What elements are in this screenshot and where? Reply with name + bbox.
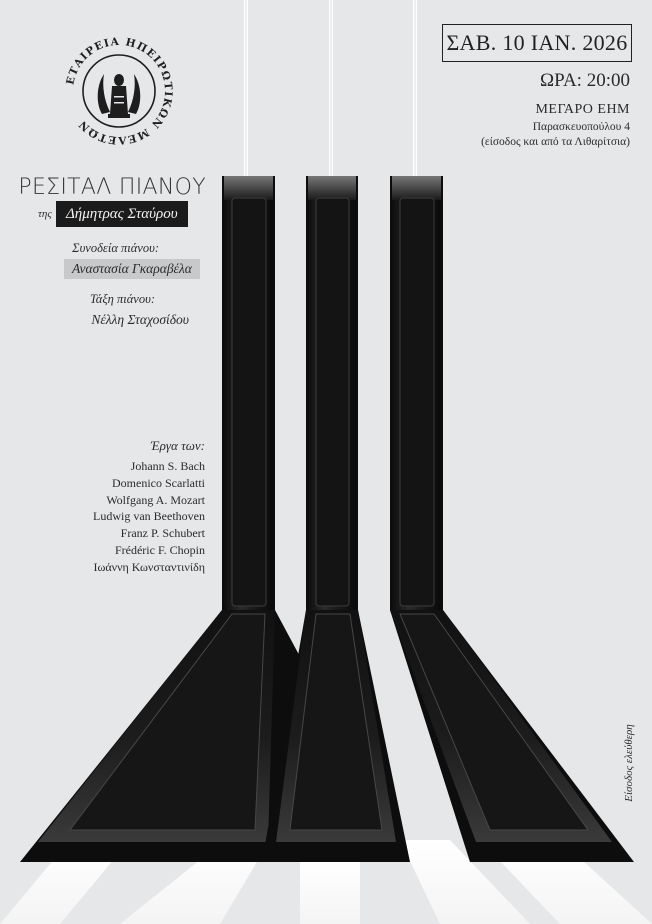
- class-teacher-name: Νέλλη Σταχοσίδου: [91, 312, 189, 327]
- of-word: της: [38, 208, 52, 220]
- performer-name: Δήμητρας Σταύρου: [66, 205, 178, 222]
- composer-item: Franz P. Schubert: [120, 526, 205, 541]
- event-title: ΡΕΣΙΤΑΛ ΠΙΑΝΟΥ: [18, 175, 206, 200]
- composer-item: Domenico Scarlatti: [112, 475, 205, 490]
- venue-name: ΜΕΓΑΡΟ ΕΗΜ: [535, 102, 630, 117]
- composer-item: Johann S. Bach: [130, 459, 205, 473]
- performer-badge: [56, 201, 188, 227]
- class-label: Τάξη πιάνου:: [89, 292, 155, 306]
- black-key-middle: [262, 176, 410, 862]
- accompanist-badge: [64, 259, 200, 279]
- composer-item: Ludwig van Beethoven: [93, 509, 205, 524]
- seal-ring-text: ΕΤΑΙΡΕΙΑ ΗΠΕΙΡΩΤΙΚΩΝ ΜΕΛΕΤΩΝ: [64, 35, 175, 147]
- program-label: Έργα των:: [150, 438, 205, 453]
- event-time: ΩΡΑ: 20:00: [540, 70, 630, 91]
- composer-item: Frédéric F. Chopin: [114, 542, 205, 557]
- event-date: ΣΑΒ. 10 ΙΑΝ. 2026: [446, 30, 628, 55]
- accompanist-name: Αναστασία Γκαραβέλα: [72, 261, 192, 276]
- accompaniment-label: Συνοδεία πιάνου:: [72, 241, 159, 255]
- date-box: [442, 24, 632, 62]
- entrance-note: (είσοδος και από τα Λιθαρίτσια): [481, 136, 630, 148]
- black-key-right: [390, 176, 634, 862]
- society-seal-icon: [62, 34, 176, 148]
- composer-item: Ιωάννη Κωνσταντινίδη: [93, 559, 205, 574]
- composer-list: [93, 458, 205, 576]
- free-entry-note: Είσοδος ελεύθερη: [623, 724, 635, 802]
- venue-address: Παρασκευοπούλου 4: [532, 121, 630, 133]
- composer-item: Wolfgang A. Mozart: [106, 492, 205, 507]
